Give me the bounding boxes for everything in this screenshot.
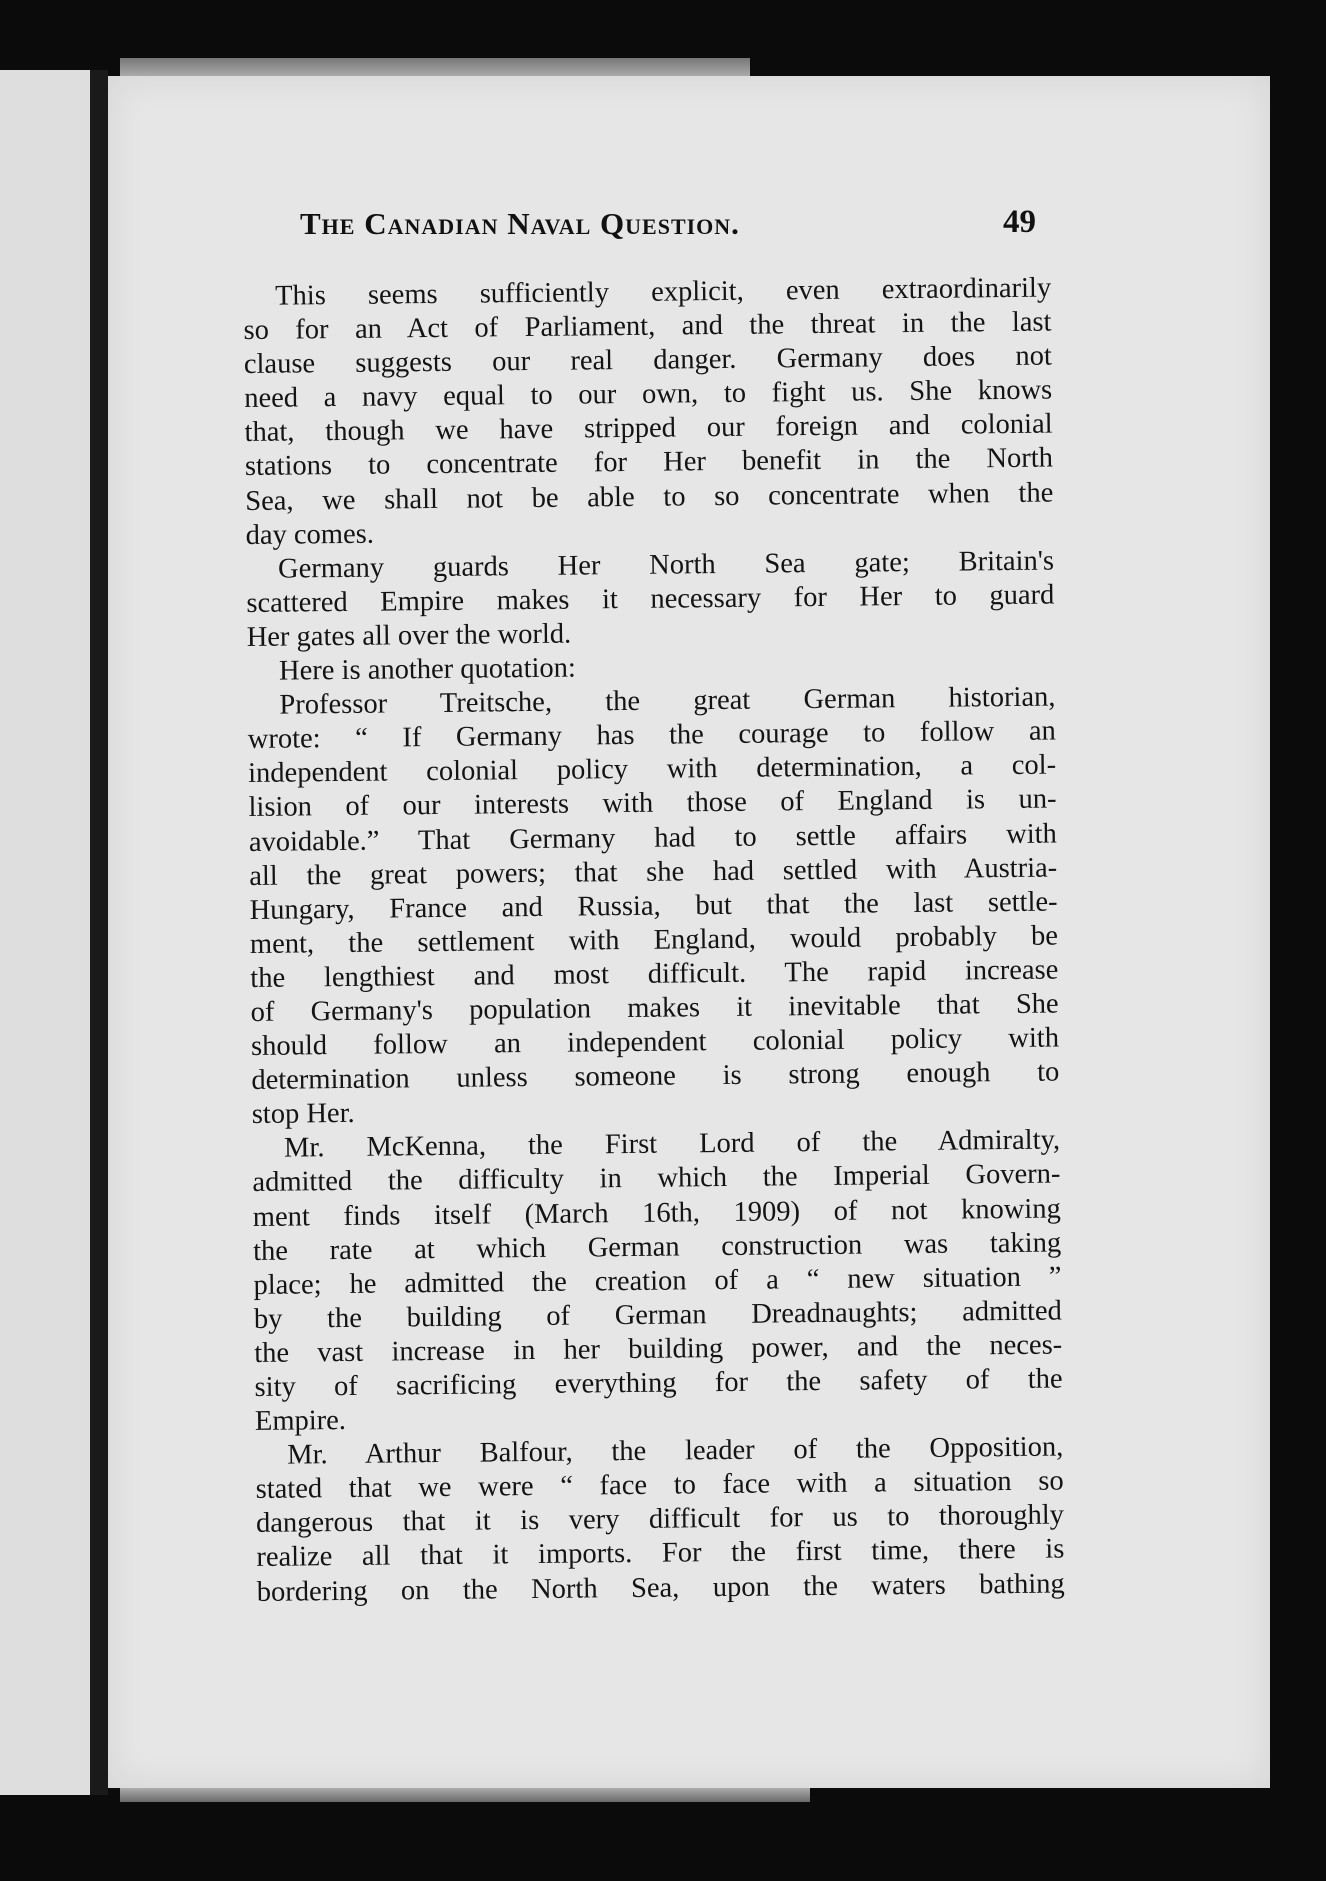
text-line: stated that we were “ face to face with a situation so bbox=[255, 1465, 1064, 1506]
text-line: all the great powers; that she had settled with Austria- bbox=[249, 852, 1058, 892]
text-line: by the building of German Dreadnaughts; admitted bbox=[253, 1295, 1063, 1335]
text-line: scattered Empire makes it necessary for Her to guard bbox=[246, 579, 1055, 619]
text-line: bordering on the North Sea, upon the waters bathing bbox=[256, 1568, 1065, 1608]
text-line: Hungary, France and Russia, but that the last settle- bbox=[249, 886, 1058, 926]
text-line: day comes. bbox=[245, 518, 375, 551]
text-line: of Germany's population makes it inevitable that She bbox=[250, 988, 1059, 1028]
facing-page-edge bbox=[0, 70, 98, 1795]
text-line: stop Her. bbox=[251, 1098, 355, 1131]
text-line: Empire. bbox=[254, 1405, 347, 1438]
text-line: Mr. Arthur Balfour, the leader of the Opposition, bbox=[287, 1431, 1064, 1471]
text-line: Professor Treitsche, the great German historian, bbox=[279, 681, 1056, 721]
running-title: The Canadian Naval Question. bbox=[300, 206, 740, 241]
text-line: Germany guards Her North Sea gate; Britain's bbox=[277, 545, 1055, 585]
text-line: the lengthiest and most difficult. The rapid increase bbox=[250, 954, 1059, 994]
text-line: should follow an independent colonial policy with bbox=[250, 1022, 1060, 1063]
text-line: This seems sufficiently explicit, even extraordinarily bbox=[275, 272, 1052, 312]
text-line: sity of sacrificing everything for the safety of the bbox=[254, 1363, 1063, 1403]
text-line: determination unless someone is strong enough to bbox=[251, 1056, 1060, 1097]
text-line: ment, the settlement with England, would probably be bbox=[249, 920, 1059, 960]
text-line: Mr. McKenna, the First Lord of the Admiralty, bbox=[283, 1124, 1061, 1164]
body-text bbox=[243, 272, 1065, 1620]
text-line: realize all that it imports. For the first time, there is bbox=[256, 1533, 1065, 1574]
text-line: wrote: “ If Germany has the courage to follow an bbox=[247, 715, 1056, 756]
text-line: stations to concentrate for Her benefit in the North bbox=[244, 442, 1054, 483]
text-line: need a navy equal to our own, to fight us. She knows bbox=[244, 374, 1053, 415]
text-line: clause suggests our real danger. Germany does not bbox=[243, 340, 1053, 381]
text-line: the vast increase in her building power, and the neces- bbox=[254, 1329, 1063, 1369]
text-line: dangerous that it is very difficult for us to thoroughly bbox=[255, 1499, 1065, 1540]
text-line: Her gates all over the world. bbox=[246, 618, 572, 653]
text-line: independent colonial policy with determination, a col- bbox=[248, 749, 1057, 790]
text-line: the rate at which German construction was taking bbox=[253, 1227, 1062, 1267]
book-gutter bbox=[90, 70, 108, 1795]
text-line: admitted the difficulty in which the Imperial Govern- bbox=[252, 1158, 1061, 1199]
text-line: place; he admitted the creation of a “ new situation ” bbox=[253, 1261, 1062, 1301]
page-number: 49 bbox=[1003, 204, 1036, 240]
text-line: so for an Act of Parliament, and the threat in the last bbox=[243, 306, 1052, 347]
text-line: avoidable.” That Germany had to settle affairs with bbox=[248, 818, 1058, 858]
running-head bbox=[300, 206, 1036, 250]
text-line: Sea, we shall not be able to so concentrate when the bbox=[245, 477, 1054, 517]
text-line: Here is another quotation: bbox=[278, 652, 577, 687]
text-line: lision of our interests with those of England is un- bbox=[248, 783, 1057, 824]
text-line: ment finds itself (March 16th, 1909) of not knowing bbox=[252, 1193, 1061, 1233]
text-line: that, though we have stripped our foreign and colonial bbox=[244, 408, 1053, 449]
